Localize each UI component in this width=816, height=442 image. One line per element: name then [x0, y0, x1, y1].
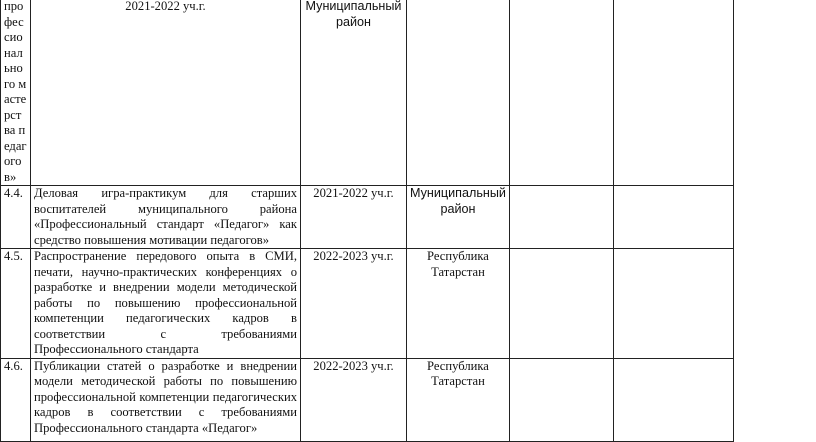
table-row: [1, 186, 734, 249]
empty-cell: [613, 186, 733, 249]
level-cell: [301, 0, 407, 186]
academic-year: 2021-2022 уч.г.: [313, 186, 394, 200]
date-cell: [301, 186, 407, 249]
item-number-cell: [1, 249, 31, 359]
level-cell: [407, 249, 510, 359]
level-label: Муниципальный район: [305, 0, 402, 29]
empty-cell: [509, 186, 613, 249]
table-row: [1, 249, 734, 359]
date-cell: [301, 249, 407, 359]
level-label: Республика Татарстан: [427, 249, 489, 279]
level-cell: [407, 358, 510, 441]
activity-text: Распространение передового опыта в СМИ, печати, научно-практических конференциях о разработке и внедрении модели методической работы по повышению профессиональной компетенции педагогических кадров в соответствии с требованиями Профессионального стандарта: [34, 249, 297, 356]
activity-text: Публикации статей о разработке и внедрении модели методической работы по повышению профессиональной компетенции педагогических кадров в соответствии с требованиями Профессионального стандарта «Педагог»: [34, 358, 297, 435]
academic-year: 2022-2023 уч.г.: [313, 249, 394, 263]
item-number: 4.6.: [4, 358, 23, 373]
level-label: Муниципальный район: [410, 186, 506, 216]
item-number: 4.5.: [4, 249, 23, 263]
empty-cell: [613, 358, 733, 441]
table-row: [1, 358, 734, 441]
item-number: 4.4.: [4, 186, 23, 200]
activity-cell: [31, 186, 301, 249]
table-row: [1, 0, 734, 186]
academic-year: 2021-2022 уч.г.: [125, 0, 206, 13]
empty-cell: [509, 358, 613, 441]
level-cell: [407, 186, 510, 249]
item-number-cell: [1, 0, 31, 186]
empty-cell: [613, 249, 733, 359]
activity-cell: [31, 358, 301, 441]
level-label: Республика Татарстан: [427, 358, 489, 388]
activity-cell: [31, 249, 301, 359]
activity-text: Деловая игра-практикум для старших воспитателей муниципального района «Профессиональный стандарт «Педагог» как средство повышения мотивации педагогов»: [34, 186, 297, 247]
item-number-cell: [1, 186, 31, 249]
empty-cell: [407, 0, 510, 186]
date-cell: [301, 358, 407, 441]
academic-year: 2022-2023 уч.г.: [313, 358, 394, 373]
empty-cell: [509, 249, 613, 359]
item-number-cell: [1, 358, 31, 441]
item-number-fragment: профессионального мастерства педагогов»: [4, 0, 27, 184]
empty-cell: [509, 0, 613, 186]
empty-cell: [613, 0, 733, 186]
date-cell: [31, 0, 301, 186]
